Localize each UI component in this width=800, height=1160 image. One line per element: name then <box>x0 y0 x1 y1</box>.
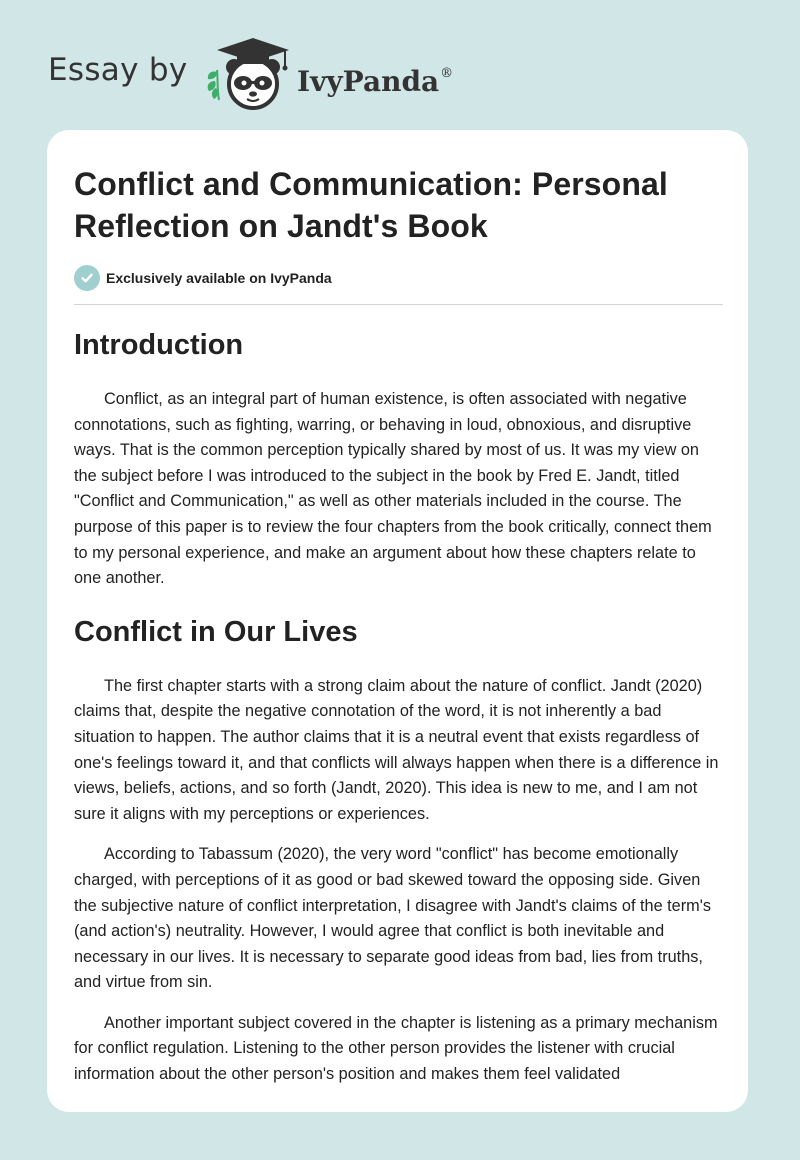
paragraph: The first chapter starts with a strong claim about the nature of conflict. Jandt (2020) claims that, despite the negative connotation of the word, it is not inherently a bad situation to happen. The author claims that it is a neutral event that exists regardless of one's feelings toward it, and that conflicts will always happen when there is a difference in views, beliefs, actions, and so forth (Jandt, 2020). This idea is new to me, and I am not sure it aligns with my perceptions or experiences. <box>74 676 719 823</box>
exclusive-badge <box>74 264 724 292</box>
paragraph: According to Tabassum (2020), the very word "conflict" has become emotionally charged, with perceptions of it as good or bad skewed toward the opposing side. Given the subjective nature of conflict interpretation, I disagree with Jandt's claims of the term's (and action's) neutrality. However, I would agree that conflict is both inevitable and necessary in our lives. It is necessary to separate good ideas from bad, lies from truths, and virtue from sin. <box>74 845 711 992</box>
essay-card <box>47 130 748 1112</box>
paragraph: Conflict, as an integral part of human existence, is often associated with negative connotations, such as fighting, warring, or behaving in loud, obnoxious, and disruptive ways. That is the common perception typically shared by most of us. It was my view on the subject before I was introduced to the subject in the book by Fred E. Jandt, titled "Conflict and Communication," as well as other materials included in the course. The purpose of this paper is to review the four chapters from the book critically, connect them to my personal experience, and make an argument about how these chapters relate to one another. <box>74 390 712 588</box>
ivypanda-brand-link[interactable] <box>201 34 471 114</box>
section-heading-introduction: Introduction <box>74 329 244 361</box>
brand-name <box>297 54 453 102</box>
paragraph: Another important subject covered in the chapter is listening as a primary mechanism for conflict regulation. Listening to the other person provides the listener with crucial information about the other person's position and makes them feel validated <box>74 1013 718 1084</box>
essay-by-label: Essay by <box>48 52 188 88</box>
exclusive-label: Exclusively available on IvyPanda <box>106 270 332 286</box>
brand-name-text: IvyPanda <box>297 65 440 98</box>
essay-title: Conflict and Communication: Personal Reflection on Jandt's Book <box>74 166 668 244</box>
site-header <box>0 0 800 130</box>
title-divider <box>74 304 723 305</box>
section-heading-conflict-in-our-lives: Conflict in Our Lives <box>74 615 358 648</box>
checkmark-icon <box>74 265 100 291</box>
essay-content <box>74 130 724 1088</box>
registered-mark: ® <box>440 66 454 81</box>
panda-graduation-cap-icon <box>201 34 297 114</box>
